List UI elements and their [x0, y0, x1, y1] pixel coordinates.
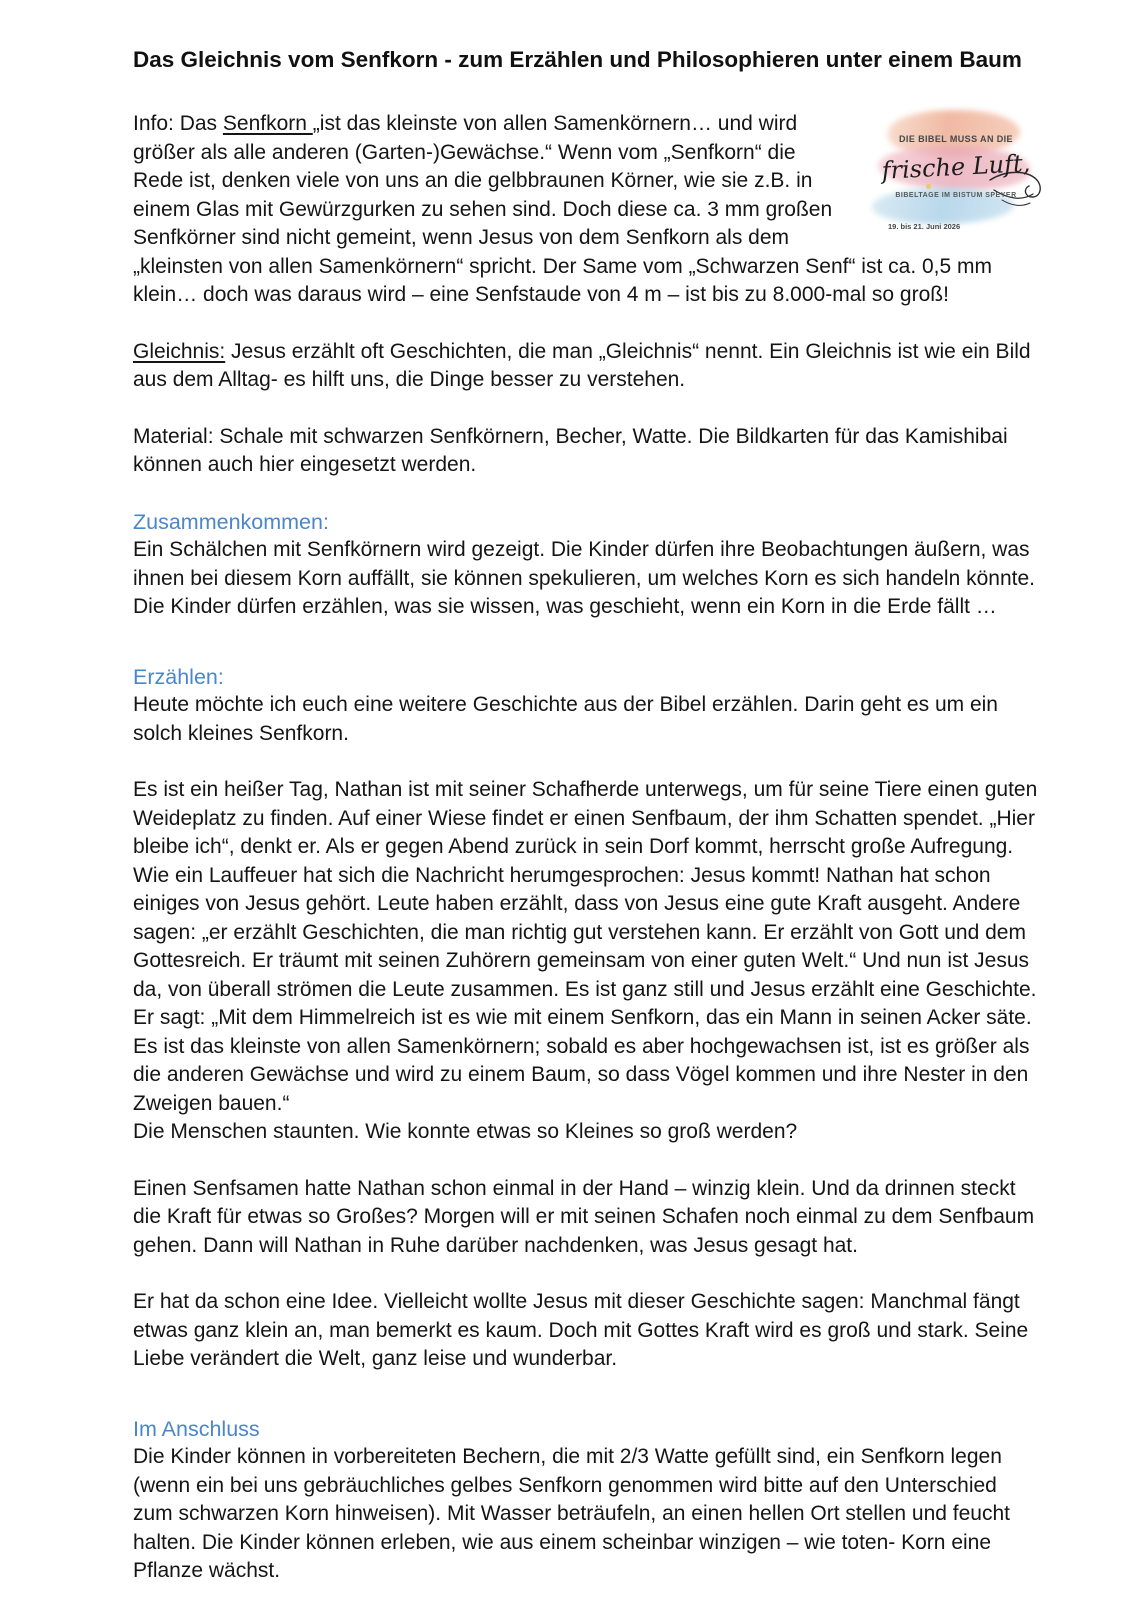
info-label: Info: Das	[133, 112, 223, 135]
info-underlined-term: Senfkorn	[222, 112, 313, 135]
section-heading-im-anschluss: Im Anschluss	[133, 1416, 260, 1441]
logo-event-date: 19. bis 21. Juni 2026	[888, 222, 961, 231]
info-paragraph	[133, 110, 1040, 310]
story-main-text: Es ist ein heißer Tag, Nathan ist mit seiner Schafherde unterwegs, um für seine Tiere einen guten Weideplatz zu finden. Auf einer Wiese findet er einen Senfbaum, der ihm Schatten spendet. „Hier bleibe ich“, denkt er. Als er gegen Abend zurück in sein Dorf kommt, herrscht große Aufregung. Wie ein Lauffeuer hat sich die Nachricht herumgesprochen: Jesus kommt! Nathan hat schon einiges von Jesus gehört. Leute haben erzählt, dass von Jesus eine gute Kraft ausgeht. Andere sagen: „er erzählt Geschichten, die man richtig gut verstehen kann. Er erzählt von Gott und dem Gottesreich. Er träumt mit seinen Zuhörern gemeinsam von einer guten Welt.“ Und nun ist Jesus da, von überall strömen die Leute zusammen. Es ist ganz still und Jesus erzählt eine Geschichte. Er sagt: „Mit dem Himmelreich ist es wie mit einem Senfkorn, das ein Mann in seinen Acker säte. Es ist das kleinste von allen Samenkörnern; sobald es aber hochgewachsen ist, ist es größer als die anderen Gewächse und wird zu einem Baum, so dass Vögel kommen und ihre Nester in den Zweigen bauen.“	[133, 778, 1038, 1115]
section-heading-zusammenkommen: Zusammenkommen:	[133, 509, 329, 534]
logo-text-block	[872, 125, 1040, 242]
anschluss-paragraph: Die Kinder können in vorbereiteten Bechern, die mit 2/3 Watte gefüllt sind, ein Senfkorn legen (wenn ein bei uns gebräuchliches gelbes Senfkorn genommen wird bitte auf den Unterschied zum schwarzen Korn hinweisen). Mit Wasser beträufeln, an einen hellen Ort stellen und feucht halten. Die Kinder können erleben, wie aus einem scheinbar winzigen – wie toten- Korn eine Pflanze wächst.	[133, 1445, 1010, 1582]
event-logo	[872, 110, 1040, 231]
info-text: „ist das kleinste von allen Samenkörnern… und wird größer als alle anderen (Garten-)Gewächse.“ Wenn vom „Senfkorn“ die Rede ist, denken viele von uns an die gelbbraunen Körner, wie sie z.B. in einem Glas mit Gewürzgurken zu sehen sind. Doch diese ca. 3 mm großen Senfkörner sind nicht gemeint, wenn Jesus von dem Senfkorn als dem „kleinsten von allen Samenkörnern“ spricht. Der Same vom „Schwarzen Senf“ ist ca. 0,5 mm klein… doch was daraus wird – eine Senfstaude von 4 m – ist bis zu 8.000-mal so groß!	[133, 112, 993, 306]
idee-paragraph: Er hat da schon eine Idee. Vielleicht wollte Jesus mit dieser Geschichte sagen: Manchmal fängt etwas ganz klein an, man bemerkt es kaum. Doch mit Gottes Kraft wird es groß und stark. Seine Liebe verändert die Welt, ganz leise und wunderbar.	[133, 1290, 1029, 1370]
story-closing-line: Die Menschen staunten. Wie konnte etwas so Kleines so groß werden?	[133, 1120, 798, 1143]
gleichnis-label: Gleichnis:	[133, 339, 226, 363]
material-paragraph: Material: Schale mit schwarzen Senfkörnern, Becher, Watte. Die Bildkarten für das Kamishibai können auch hier eingesetzt werden.	[133, 424, 1008, 476]
erzaehlen-intro-paragraph: Heute möchte ich euch eine weitere Geschichte aus der Bibel erzählen. Darin geht es um ein solch kleines Senfkorn.	[133, 693, 998, 745]
logo-tagline-top: DIE BIBEL MUSS AN DIE	[899, 134, 1013, 144]
gleichnis-paragraph	[133, 338, 1040, 395]
logo-title-script: frische Luft,	[881, 148, 1031, 185]
page-title: Das Gleichnis vom Senfkorn - zum Erzählen und Philosophieren unter einem Baum	[133, 47, 1022, 72]
senfsamen-paragraph: Einen Senfsamen hatte Nathan schon einmal in der Hand – winzig klein. Und da drinnen steckt die Kraft für etwas so Großes? Morgen will er mit seinen Schafen noch einmal zu dem Senfbaum gehen. Dann will Nathan in Ruhe darüber nachdenken, was Jesus gesagt hat.	[133, 1176, 1035, 1257]
section-heading-erzaehlen: Erzählen:	[133, 664, 224, 689]
logo-event-name: BIBELTAGE IM BISTUM SPEYER	[895, 191, 1017, 199]
gleichnis-text: Jesus erzählt oft Geschichten, die man „Gleichnis“ nennt. Ein Gleichnis ist wie ein Bild aus dem Alltag- es hilft uns, die Dinge besser zu verstehen.	[133, 339, 1031, 391]
story-paragraph	[133, 776, 1040, 1147]
zusammenkommen-paragraph: Ein Schälchen mit Senfkörnern wird gezeigt. Die Kinder dürfen ihre Beobachtungen äußern, was ihnen bei diesem Korn auffällt, sie können spekulieren, um welches Korn es sich handeln könnte. Die Kinder dürfen erzählen, was sie wissen, was geschieht, wenn ein Korn in die Erde fällt …	[133, 538, 1035, 618]
